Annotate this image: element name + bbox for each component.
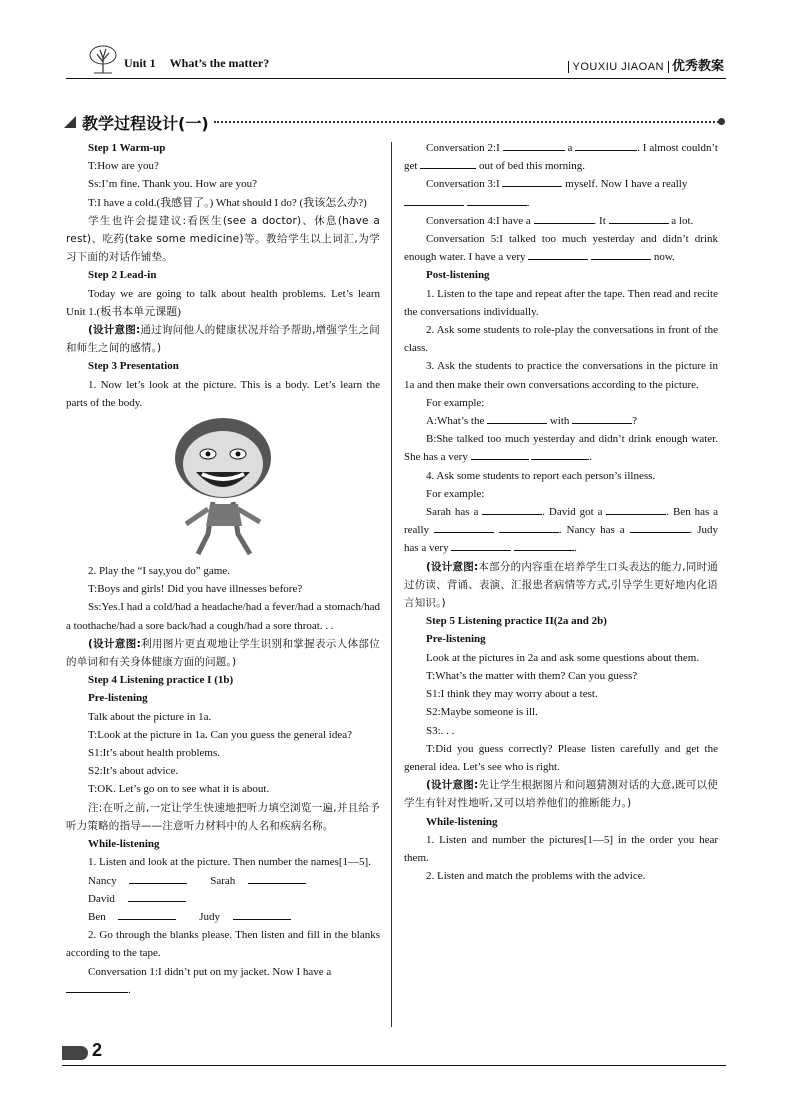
- blank-field[interactable]: [404, 194, 464, 206]
- c3-text-a: Conversation 3:I: [426, 178, 500, 191]
- tree-logo-icon: [88, 44, 118, 74]
- while-listening-heading: While-listening: [88, 838, 160, 851]
- step4-heading: Step 4 Listening practice I (1b): [88, 674, 234, 687]
- blank-field[interactable]: [482, 503, 542, 515]
- name-label: Sarah: [210, 874, 236, 887]
- blank-field[interactable]: [606, 503, 666, 515]
- blank-field[interactable]: [434, 521, 494, 533]
- post-listening-heading: Post-listening: [426, 269, 490, 282]
- text-line: T:OK. Let’s go on to see what it is about.: [88, 783, 270, 796]
- design-note-label: (设计意图:: [88, 324, 141, 337]
- page-number: 2: [92, 1040, 103, 1060]
- blank-field[interactable]: [248, 872, 306, 884]
- pre-listening-heading: Pre-listening: [88, 692, 148, 705]
- c4-text-c: a lot.: [671, 214, 694, 227]
- footer-rule: [62, 1065, 726, 1066]
- design-note-text: 先让学生根据图片和问题猜测对话的大意,既可以使学生有针对性地听,又可以培养他们的推断能力。): [404, 779, 719, 810]
- page-footer: [62, 1042, 726, 1072]
- design-note: [66, 321, 380, 357]
- blank-field[interactable]: [66, 981, 128, 993]
- design-note-text: 利用图片更直观地让学生识别和掌握表示人体部位的单词和有关身体健康方面的问题。): [66, 637, 380, 669]
- unit-number: Unit 1: [124, 56, 156, 70]
- unit-title: [124, 56, 269, 71]
- c3-text-b: myself. Now I have a really: [565, 178, 688, 191]
- design-note: [404, 558, 718, 613]
- text-line: S1:It’s about health problems.: [88, 747, 220, 760]
- text-line: T:Boys and girls! Did you have illnesses before?: [88, 583, 303, 596]
- while-listening-heading: While-listening: [426, 815, 498, 828]
- right-column: [404, 139, 718, 885]
- name-label: Judy: [199, 910, 221, 923]
- r-text-5: . Judy has a very: [404, 524, 719, 555]
- text-line: 2. Play the “I say,you do” game.: [88, 565, 230, 578]
- text-line: S1:I think they may worry about a test.: [426, 688, 598, 701]
- text-line: Conversation 1:I didn’t put on my jacket. Now I have a .: [66, 963, 380, 999]
- blank-field[interactable]: [572, 412, 632, 424]
- text-line: Ss:I’m fine. Thank you. How are you?: [88, 178, 258, 191]
- name-item: [88, 872, 197, 890]
- name-item: [199, 908, 301, 926]
- blank-field[interactable]: [591, 248, 651, 260]
- conversation4: [404, 212, 718, 230]
- text-line: 1. Listen and number the pictures[1—5] in the order you hear them.: [404, 833, 718, 864]
- body-cartoon-picture: [66, 412, 380, 562]
- r-text-2: . David got a: [542, 506, 603, 519]
- brand: [568, 55, 724, 74]
- c5-text-b: now.: [653, 251, 675, 264]
- dotted-divider: [214, 121, 722, 123]
- text-line: 注:在听之前,一定让学生快速地把听力填空浏览一遍,并且给予听力策略的指导——注意听力材料中的人名和疾病名称。: [66, 801, 380, 832]
- c5-text-a: Conversation 5:I talked too much yesterday and didn’t drink enough water. I have a very: [404, 233, 718, 264]
- conversation5: [404, 230, 718, 266]
- blank-field[interactable]: [630, 521, 690, 533]
- r-text-4: . Nancy has a: [558, 524, 625, 537]
- a-text-2: with: [549, 415, 570, 428]
- c2-text-a: Conversation 2:I: [426, 142, 500, 154]
- c4-text-a: Conversation 4:I have a: [426, 214, 531, 227]
- r-text-3: . Ben has a really: [404, 506, 719, 537]
- conversation2: [404, 139, 718, 175]
- blank-field[interactable]: [451, 539, 511, 551]
- left-column: [66, 139, 380, 999]
- names-blanks: [66, 872, 380, 927]
- name-label: Ben: [88, 910, 106, 923]
- blank-field[interactable]: [118, 908, 176, 920]
- design-note-label: (设计意图:: [88, 637, 142, 650]
- blank-field[interactable]: [502, 175, 562, 187]
- blank-field[interactable]: [531, 448, 589, 460]
- c2-text-d: out of bed this morning.: [478, 160, 585, 173]
- blank-field[interactable]: [499, 521, 559, 533]
- text-line: 2. Listen and match the problems with the advice.: [426, 870, 646, 883]
- blank-field[interactable]: [420, 157, 476, 169]
- end-dot-icon: [718, 118, 725, 125]
- section-heading: [64, 113, 724, 131]
- text-line: T:Look at the picture in 1a. Can you guess the general idea?: [88, 728, 352, 741]
- text-line: 2. Ask some students to role-play the conversations in front of the class.: [404, 324, 718, 355]
- cartoon-boy-icon: [168, 414, 278, 560]
- example-b: B:She talked too much yesterday and didn’t drink enough water. She has a very .: [404, 433, 718, 464]
- name-label: Nancy: [88, 874, 117, 887]
- section-title: 教学过程设计(一): [82, 114, 209, 133]
- page-header: [0, 0, 790, 80]
- text-line: S2:Maybe someone is ill.: [426, 706, 538, 719]
- text-line: T:What’s the matter with them? Can you guess?: [426, 669, 638, 682]
- r-text-1: Sarah has a: [426, 506, 479, 519]
- c2-text-c: . I almost couldn’t get: [404, 142, 718, 173]
- text-line: T:How are you?: [88, 160, 159, 173]
- unit-name: What’s the matter?: [169, 56, 270, 70]
- text-line: Ss:Yes.I had a cold/had a headache/had a fever/had a stomach/had a toothache/had a sore back/had a cough/had a sore throat. . .: [66, 601, 380, 632]
- blank-field[interactable]: [503, 139, 565, 151]
- name-item: [210, 872, 316, 890]
- text-line: S3:. . .: [426, 724, 455, 737]
- text-line: Look at the pictures in 2a and ask some questions about them.: [426, 651, 700, 664]
- blank-field[interactable]: [128, 890, 186, 902]
- design-note-label: (设计意图:: [426, 560, 479, 573]
- triangle-marker-icon: [64, 116, 76, 128]
- name-item: [88, 908, 186, 926]
- blank-field[interactable]: [487, 412, 547, 424]
- design-note-label: (设计意图:: [426, 779, 479, 792]
- blank-field[interactable]: [467, 194, 527, 206]
- c4-text-b: . It: [593, 214, 606, 227]
- example-a: A:What’s the with ?: [404, 412, 718, 430]
- brand-cn: 优秀教案: [671, 59, 724, 74]
- text-line: 1. Listen and look at the picture. Then number the names[1—5].: [88, 856, 371, 869]
- text-line: Talk about the picture in 1a.: [88, 710, 212, 723]
- text-line: T:Did you guess correctly? Please listen carefully and get the general idea. Let’s see who is right.: [404, 742, 718, 773]
- blank-field[interactable]: [129, 872, 187, 884]
- column-divider: [391, 142, 392, 1027]
- text-line: S2:It’s about advice.: [88, 765, 179, 778]
- blank-field[interactable]: [514, 539, 574, 551]
- text-line: For example:: [426, 396, 485, 409]
- design-note: [66, 635, 380, 671]
- blank-field[interactable]: [471, 448, 529, 460]
- b-text-1: B:She talked too much yesterday and didn’t drink enough water. She has a very: [404, 433, 718, 464]
- text-line: 4. Ask some students to report each person’s illness.: [426, 469, 656, 482]
- blank-field[interactable]: [609, 212, 669, 224]
- design-note: [404, 776, 718, 812]
- blank-field[interactable]: [233, 908, 291, 920]
- design-note-text: 本部分的内容重在培养学生口头表达的能力,同时通过仿读、背诵、表演、汇报患者病情等方式,引导学生更好地内化语言知识。): [404, 560, 719, 610]
- blank-field[interactable]: [528, 248, 588, 260]
- report-example: Sarah has a . David got a . Ben has a really . Nancy has a . Judy has a very .: [404, 503, 718, 558]
- name-label: David: [88, 892, 115, 905]
- text-line: 学生也许会提建议:看医生(see a doctor)、休息(have a rest)、吃药(take some medicine)等。教给学生以上词汇,为学习下面的对话作铺垫。: [66, 214, 380, 264]
- text-line: 1. Now let’s look at the picture. This is a body. Let’s learn the parts of the body.: [66, 378, 380, 409]
- text-line: Today we are going to talk about health problems. Let’s learn Unit 1.(板书本单元课题): [66, 287, 380, 318]
- brand-latin: YOUXIU JIAOAN: [568, 61, 669, 73]
- conversation3: Conversation 3:I myself. Now I have a really .: [404, 175, 718, 211]
- conversation1-text: Conversation 1:I didn’t put on my jacket. Now I have a: [88, 965, 332, 978]
- a-text-1: A:What’s the: [426, 415, 485, 428]
- pre-listening-heading: Pre-listening: [426, 633, 486, 646]
- blank-field[interactable]: [575, 139, 637, 151]
- text-line: For example:: [426, 487, 485, 500]
- step5-heading: Step 5 Listening practice II(2a and 2b): [426, 615, 607, 628]
- c2-text-b: a: [567, 142, 573, 154]
- step3-heading: Step 3 Presentation: [88, 360, 179, 373]
- design-note-text: 通过询问他人的健康状况并给予帮助,增强学生之间和师生之间的感情。): [66, 324, 381, 355]
- text-line: 2. Go through the blanks please. Then listen and fill in the blanks according to the tape.: [66, 929, 380, 960]
- step2-heading: Step 2 Lead-in: [88, 269, 157, 282]
- text-line: 3. Ask the students to practice the conversations in the picture in 1a and then make their own conversations according to the picture.: [404, 360, 718, 391]
- name-item: [88, 890, 196, 908]
- blank-field[interactable]: [534, 212, 594, 224]
- text-line: 1. Listen to the tape and repeat after the tape. Then read and recite the conversations individually.: [404, 287, 718, 318]
- header-rule: [66, 78, 726, 79]
- page-tab-icon: [62, 1046, 88, 1060]
- text-line: T:I have a cold.(我感冒了。) What should I do? (我该怎么办?): [88, 196, 367, 209]
- step1-heading: Step 1 Warm-up: [88, 142, 166, 154]
